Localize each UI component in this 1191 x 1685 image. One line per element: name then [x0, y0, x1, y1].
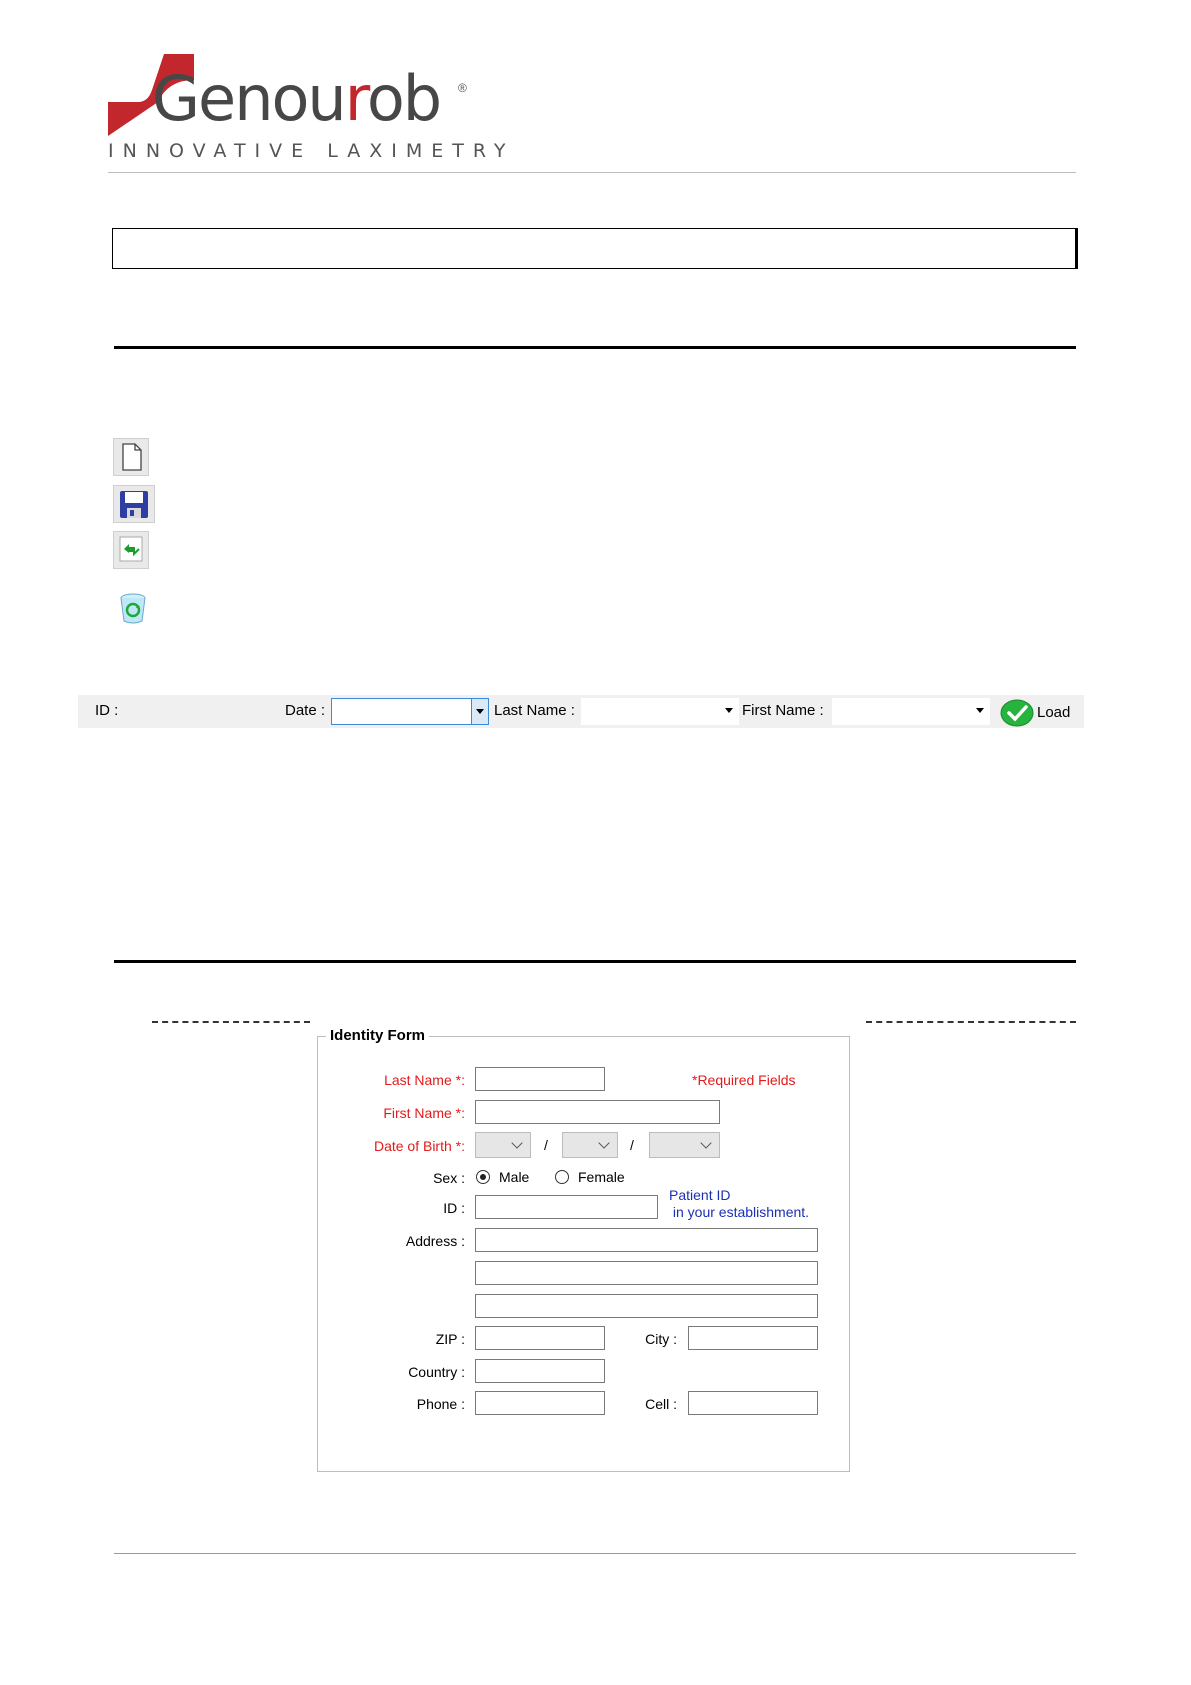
first-name-combo[interactable] [832, 698, 990, 725]
dob-year-select[interactable] [649, 1132, 720, 1158]
patient-id-hint-detail: in your establishment. [669, 1204, 810, 1220]
patient-id-hint: Patient ID [669, 1187, 731, 1203]
country-field[interactable] [475, 1359, 605, 1383]
chevron-down-icon [976, 708, 984, 713]
new-file-icon [114, 439, 148, 475]
title-box [112, 228, 1078, 269]
id-label: ID : [443, 1200, 465, 1216]
load-label: Load [1037, 704, 1071, 721]
country-label: Country : [408, 1364, 465, 1380]
cell-label: Cell : [645, 1396, 677, 1412]
male-label: Male [499, 1169, 530, 1185]
section-rule [114, 346, 1076, 349]
header-divider [108, 172, 1076, 173]
footer-divider [114, 1553, 1076, 1554]
patient-search-toolbar [78, 695, 1084, 728]
cell-field[interactable] [688, 1391, 818, 1415]
first-name-label: First Name *: [383, 1105, 465, 1121]
last-name-field[interactable] [475, 1067, 605, 1091]
city-field[interactable] [688, 1326, 818, 1350]
date-dropdown-button[interactable] [471, 699, 488, 724]
chevron-down-icon [598, 1137, 609, 1148]
chevron-down-icon [476, 709, 484, 714]
patient-id-field[interactable] [475, 1195, 658, 1219]
sex-label: Sex : [433, 1170, 465, 1186]
brand-name: Genourob [152, 62, 441, 135]
identity-form-title: Identity Form [326, 1027, 429, 1044]
load-button[interactable] [998, 696, 1080, 727]
toolbar-first-name-label: First Name : [742, 702, 824, 719]
save-icon [114, 486, 154, 522]
dob-separator: / [544, 1137, 548, 1153]
toolbar-id-label: ID : [95, 702, 119, 719]
required-fields-note: *Required Fields [692, 1072, 796, 1088]
address-line-1-field[interactable] [475, 1228, 818, 1252]
female-radio[interactable] [555, 1170, 569, 1184]
tagline: INNOVATIVE LAXIMETRY [108, 140, 515, 162]
refresh-icon [114, 532, 148, 568]
section-rule [114, 960, 1076, 963]
chevron-down-icon [725, 708, 733, 713]
delete-button[interactable] [116, 590, 150, 626]
male-radio[interactable] [476, 1170, 490, 1184]
chevron-down-icon [511, 1137, 522, 1148]
date-combo[interactable] [331, 698, 489, 725]
reload-button[interactable] [113, 531, 149, 569]
dob-separator: / [630, 1137, 634, 1153]
registered-mark: ® [458, 81, 467, 95]
checkmark-icon [1000, 698, 1034, 728]
toolbar-last-name-label: Last Name : [494, 702, 575, 719]
female-label: Female [578, 1169, 625, 1185]
address-line-2-field[interactable] [475, 1261, 818, 1285]
last-name-label: Last Name *: [384, 1072, 465, 1088]
first-name-field[interactable] [475, 1100, 720, 1124]
address-line-3-field[interactable] [475, 1294, 818, 1318]
dob-month-select[interactable] [562, 1132, 618, 1158]
city-label: City : [645, 1331, 677, 1347]
zip-label: ZIP : [435, 1331, 465, 1347]
chevron-down-icon [700, 1137, 711, 1148]
save-button[interactable] [113, 485, 155, 523]
dob-day-select[interactable] [475, 1132, 531, 1158]
date-of-birth-label: Date of Birth *: [373, 1138, 465, 1154]
phone-field[interactable] [475, 1391, 605, 1415]
dashed-divider [152, 1021, 310, 1023]
last-name-combo[interactable] [581, 698, 739, 725]
recycle-bin-icon [116, 590, 150, 626]
toolbar-date-label: Date : [285, 702, 326, 719]
zip-field[interactable] [475, 1326, 605, 1350]
dashed-divider [866, 1021, 1076, 1023]
phone-label: Phone : [416, 1396, 465, 1412]
new-patient-button[interactable] [113, 438, 149, 476]
address-label: Address : [405, 1233, 465, 1249]
